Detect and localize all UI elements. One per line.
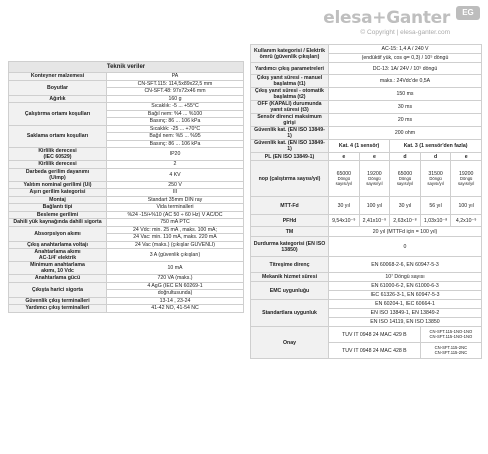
table-row [9,80,244,88]
row-value: Bağıl nem: %5 ... %95 [107,133,244,141]
row-label: Titreşime direnç [251,257,329,273]
metric-value: 1,03x10⁻⁸ [420,215,451,227]
row-label [9,219,107,227]
row-label: Güvenlik kat. (EN ISO 13849-1) [251,140,329,153]
row-value: Basınç: 86 ... 106 kPa [107,118,244,126]
pl-value: d [390,153,421,161]
approval-cert: TUV IT 0948 24 MAC 428 B [329,343,421,359]
row-value: 720 VA (maks.) [107,275,244,283]
row-label [9,262,107,275]
table-row [9,241,244,249]
pl-value: e [451,153,482,161]
row-label-text: Anahtarlama akımı [34,249,81,255]
table-row [251,227,482,237]
row-value: 2 [107,161,244,169]
nop-value [390,161,421,197]
row-label [9,204,107,212]
row-label-text: Montaj [49,196,66,203]
row-label-text: Saklama ortamı koşulları [26,133,89,140]
row-value: 30 ms [329,101,482,114]
metric-value: 30 yıl [329,197,360,215]
metric-value: 100 yıl [359,197,390,215]
row-value: EN 60204-1, IEC 60664-1 [329,300,482,309]
row-label-text: Dahili yük kaynağında dahili sigorta [13,219,102,226]
table-row [9,125,244,133]
pl-value: e [359,153,390,161]
row-value: maks.: 24Vdc'de 0,5A [329,75,482,88]
table-row [9,196,244,204]
row-value: 24 Vac (maks.) (çıkışlar GÜVENLİ) [107,241,244,249]
nop-number: 19200 [367,170,382,177]
row-label [9,125,107,148]
row-value: 3 A (güvenlik çıkışları) [107,249,244,262]
row-label [9,80,107,95]
table-row [251,127,482,140]
approval-cert: TUV IT 0948 24 MAC 429 B [329,327,421,343]
table-row [251,215,482,227]
table-row [251,300,482,309]
row-label-text: Besleme gerilimi [36,211,79,218]
approval-model: CN-SFT.115-2NC [434,344,468,350]
metric-value: 100 yıl [451,197,482,215]
row-label: Yardımcı çıkış parametreleri [251,63,329,75]
nop-unit: Döngü sayısı/yıl [366,175,383,186]
brand-logo: elesa+Ganter [323,8,450,28]
nop-number: 65000 [397,170,413,177]
row-label-text: Yalıtım nominal gerilimi (Ui) [23,181,92,188]
table-row [251,237,482,257]
row-label [9,211,107,219]
row-label [9,95,107,103]
table-row [9,189,244,197]
row-label [9,103,107,126]
table-row [9,95,244,103]
row-label [9,275,107,283]
row-sublabel-text: (Uimp) [49,174,66,181]
row-label [9,305,107,313]
row-value: EN 60068-2-6, EN 60947-5-3 [329,257,482,273]
metric-value: 4,2x10⁻⁹ [451,215,482,227]
row-label-text: Aşırı gerilim kategorisi [29,189,86,196]
row-value: 41-42 NO, 41-54 NC [107,305,244,313]
row-label [9,226,107,241]
row-label [9,249,107,262]
row-label: EMC uygunluğu [251,282,329,300]
row-value: EN ISO 13849-1, EN 13849-2 [329,309,482,318]
row-value: Vida terminalleri [107,204,244,212]
table-row [251,114,482,127]
row-label-text: Bağlantı tipi [42,204,73,211]
row-value: 150 ms [329,88,482,101]
table-row [9,148,244,161]
row-value: PA [107,73,244,81]
nop-number: 19200 [458,170,474,177]
row-label: Durdurma kategorisi (EN ISO 13850) [251,237,329,257]
nop-number: 65000 [336,170,352,177]
approval-model: CN-SFT.115-1NO-1NO [429,328,473,334]
row-label-text: Çalıştırma ortamı koşulları [24,110,91,117]
row-label: Çıkış yanıt süresi - otomatik başlatma (t2) [251,88,329,101]
row-value: AC-15: 1,4 A / 240 V [329,45,482,54]
row-label-text: Boyutlar [46,84,69,91]
row-value: 160 g [107,95,244,103]
nop-value [359,161,390,197]
row-value: %24 -15/+%10 (AC 50 ÷ 60 Hz) V AC/DC [107,211,244,219]
row-label [9,189,107,197]
metric-value: 56 yıl [420,197,451,215]
row-label-text: Kirlilik derecesi [38,161,77,168]
table-row [9,181,244,189]
row-label-text: Çıkışta harici sigorta [31,286,84,293]
row-sublabel-text: AC-1/4' elektrik [38,255,77,261]
row-value: CN-SFT.48: 97x72x46 mm [107,88,244,96]
row-value: 200 ohm [329,127,482,140]
row-value: Sıcaklık: -25 ... +70°C [107,125,244,133]
row-value: IP20 [107,148,244,161]
table-row [251,282,482,291]
nop-value [329,161,360,197]
row-value: III [107,189,244,197]
row-label-text: Ağırlık [49,95,66,102]
category-4-header: Kat. 4 (1 sensör) [329,140,390,153]
row-value: 10 mA [107,262,244,275]
row-label: MTT-Fd [251,197,329,215]
nop-value [451,161,482,197]
row-label: OFF (KAPALI) durumunda yanıt süresi (t3) [251,101,329,114]
safety-data-table [250,44,482,359]
nop-unit: Döngü sayısı/yıl [458,175,475,186]
row-value: DC-13: 1A/ 24V / 10⁵ döngü [329,63,482,75]
row-value: 20 yıl (MTTFd için = 100 yıl) [329,227,482,237]
row-label-text: Konteyner malzemesi [30,73,85,80]
nop-unit: Döngü sayısı/yıl [427,175,444,186]
metric-value: 2,63x10⁻⁸ [390,215,421,227]
row-label: PFHd [251,215,329,227]
table-row [251,88,482,101]
table-row [251,257,482,273]
table-row [9,275,244,283]
table-row [9,168,244,181]
table-row [9,161,244,169]
metric-value: 2,41x10⁻⁹ [359,215,390,227]
row-label [9,282,107,297]
row-value: CN-SFT.115: 114,5x89x22,5 mm [107,80,244,88]
row-label: Mekanik hizmet süresi [251,273,329,282]
copyright-text: © Copyright | elesa-ganter.com [360,29,450,36]
row-value: EN 61000-6-2, EN 61000-6-3 [329,282,482,291]
row-label [9,297,107,305]
row-label: Kullanım kategorisi / Elektrik ömrü (güvenlik çıkışları) [251,45,329,63]
table-row [251,45,482,54]
table-row [251,161,482,197]
row-label [9,73,107,81]
row-value: 10⁷ Döngü sayısı [329,273,482,282]
row-value: 24 Vac: min. 110 mA, maks. 220 mA [107,234,244,242]
row-value: doğrultusunda) [107,290,244,298]
brand-badge-icon: EG [456,6,480,20]
row-label-text: Absorpsiyon akımı [34,230,81,237]
row-label-text: Çıkış anahtarlama voltajı [27,241,88,248]
row-value: 750 mA PTC [107,219,244,227]
row-label: PL (EN ISO 13849-1) [251,153,329,161]
row-value: IEC 61326-3-1, EN 60947-5-3 [329,291,482,300]
nop-number: 31500 [428,170,443,177]
row-label: Standartlara uygunluk [251,300,329,327]
row-label [9,148,107,161]
pl-value: d [420,153,451,161]
table-row [9,204,244,212]
table-row [9,282,244,290]
row-label [9,168,107,181]
row-label-text: Kirlilik derecesi [38,148,77,154]
row-label [9,241,107,249]
row-value: 20 ms [329,114,482,127]
row-value: Sıcaklık: -5 ... +55°C [107,103,244,111]
table-row [9,219,244,227]
category-3-header: Kat. 3 (1 sensör'den fazla) [390,140,482,153]
table-row [9,249,244,262]
nop-unit: Döngü sayısı/yıl [335,175,352,186]
nop-unit: Döngü sayısı/yıl [396,175,414,186]
approval-model: CN-SFT.115-1NO-1NO [429,333,473,339]
row-label: Çıkış yanıt süresi - manuel başlatma (t1) [251,75,329,88]
row-label-text: Darbeda gerilim dayanımı [25,168,90,175]
table-row [9,297,244,305]
row-label-text: Anahtarlama gücü [34,275,81,282]
row-label: nop (çalıştırma sayısı/yıl) [251,161,329,197]
row-value: EN ISO 14119, EN ISO 13850 [329,318,482,327]
table-row [9,73,244,81]
table-row [251,153,482,161]
row-value: 0 [329,237,482,257]
table-row [251,140,482,153]
table-row [9,262,244,275]
row-value: 24 Vdc: min. 25 mA , maks. 100 mA; [107,226,244,234]
row-label [9,161,107,169]
row-value: Standart 35mm DIN ray [107,196,244,204]
row-label-text: Güvenlik çıkış terminalleri [25,297,90,304]
row-value: 4 AgG (IEC EN 60269-1 [107,282,244,290]
row-label-text: Minimum anahtarlama [30,262,85,268]
row-value: 4 KV [107,168,244,181]
row-label-text: Yardımcı çıkış terminalleri [25,305,90,312]
row-label: Sensör direnci maksimum girişi [251,114,329,127]
row-value: 13-14 , 23-24 [107,297,244,305]
row-value: Bağıl nem: %4 ... %100 [107,110,244,118]
table-row [9,103,244,111]
row-label: Güvenlik kat. (EN ISO 13849-1) [251,127,329,140]
table-row [251,75,482,88]
approval-model: CN-SFT.115-2NC [434,349,468,355]
brand-header [260,6,480,46]
row-value: Basınç: 86 ... 106 kPa [107,140,244,148]
metric-value: 30 yıl [390,197,421,215]
approval-models [420,343,481,359]
row-sublabel-text: akımı, 10 Vdc [41,268,74,274]
row-label: TM [251,227,329,237]
nop-value [420,161,451,197]
table-row [251,63,482,75]
row-value: 250 V [107,181,244,189]
row-label: Onay [251,327,329,359]
approval-models [420,327,481,343]
table-row [251,197,482,215]
row-sublabel-text: (IEC 60529) [43,154,72,160]
pl-value: e [329,153,360,161]
table-row [251,327,482,343]
row-value: (endüktif yük, cos φ= 0,3) / 10⁵ döngü [329,54,482,63]
technical-data-table [8,61,244,313]
table-row [9,305,244,313]
table-row [9,211,244,219]
table-row [9,226,244,234]
table-row [251,101,482,114]
table-row [251,273,482,282]
table-title: Teknik veriler [9,62,244,73]
metric-value: 9,54x10⁻⁹ [329,215,360,227]
row-label [9,196,107,204]
row-label [9,181,107,189]
